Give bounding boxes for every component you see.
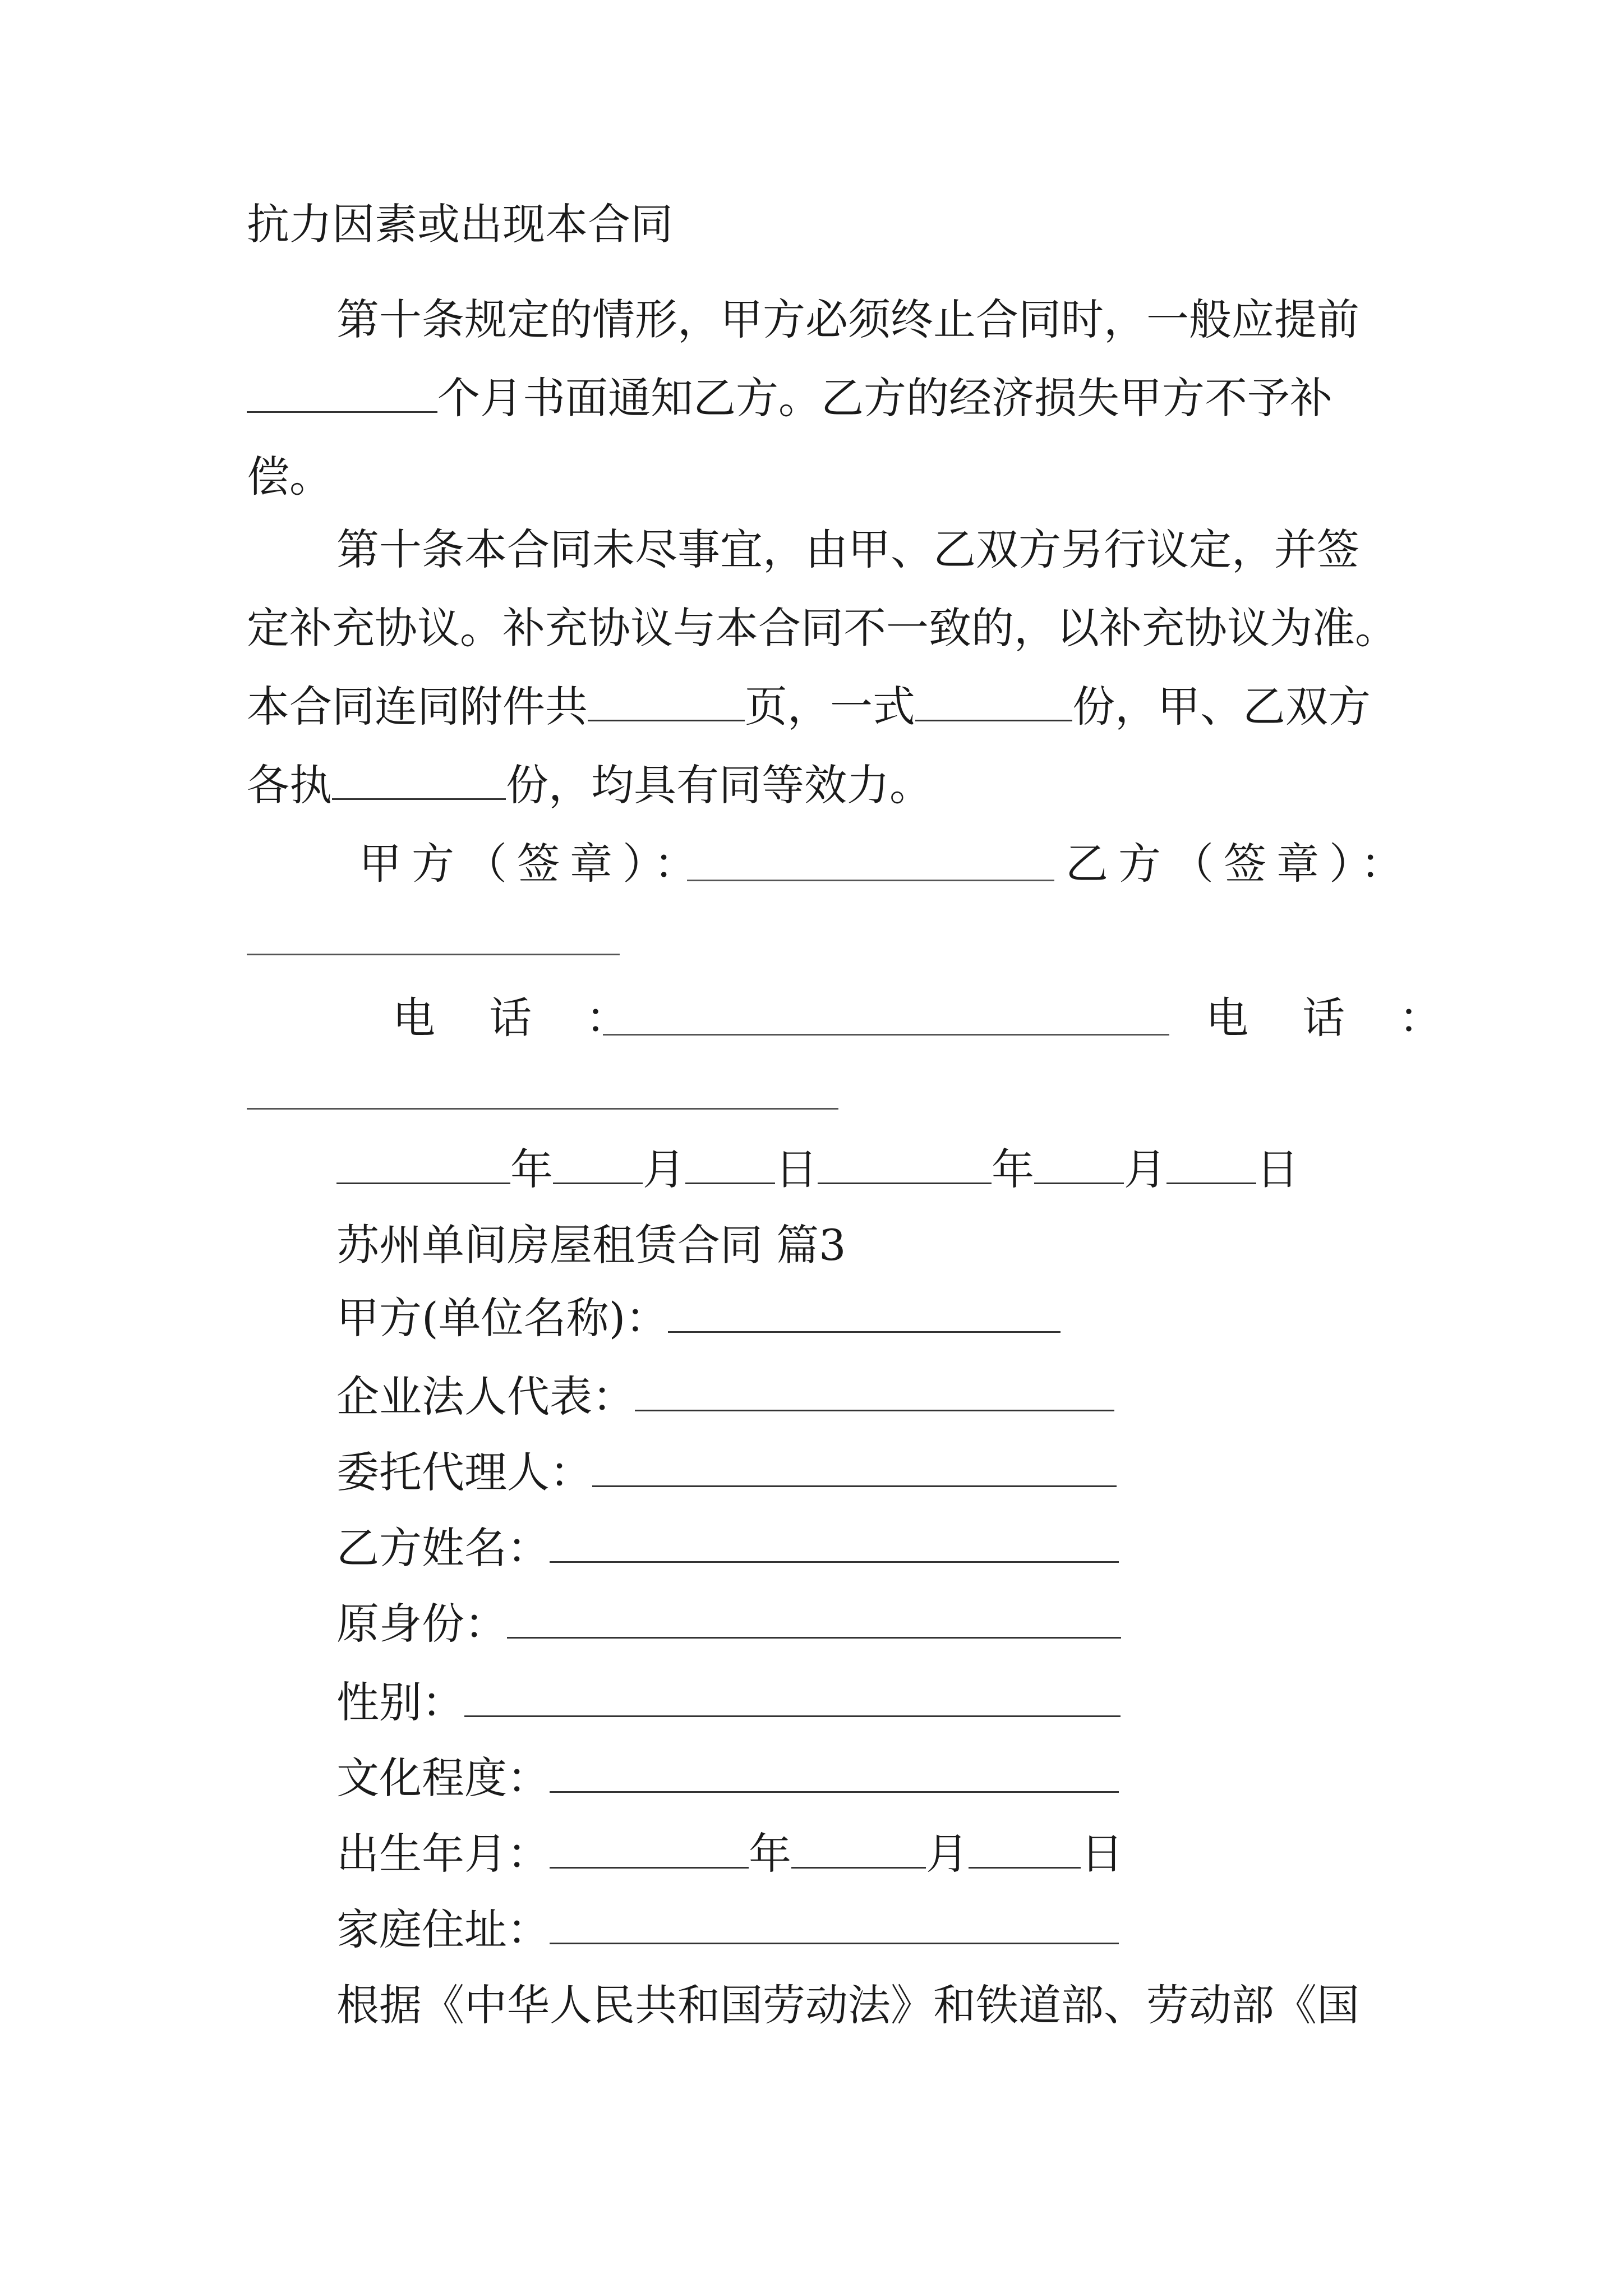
party-a-phone-label: 电 话 ： xyxy=(393,993,649,1043)
birth-day-unit: 日 xyxy=(1081,1829,1123,1879)
form-row xyxy=(336,1674,1121,1731)
text-line xyxy=(336,292,1359,348)
party-a-signature-label: 甲方（签章）： xyxy=(359,839,707,889)
form-row xyxy=(336,1750,1119,1806)
notice-months-blank[interactable] xyxy=(247,375,437,413)
date-month-label: 月 xyxy=(643,1144,685,1194)
home-address-blank[interactable] xyxy=(550,1907,1119,1944)
text-line xyxy=(247,449,332,505)
text-line xyxy=(247,679,1371,735)
birth-year-blank[interactable] xyxy=(550,1831,749,1869)
party-b-phone-blank[interactable] xyxy=(247,1108,838,1110)
supplement-line-4b: 份，均具有同等效力。 xyxy=(506,760,932,810)
date-year-label: 年 xyxy=(992,1144,1034,1194)
text-line xyxy=(247,370,1332,426)
birth-date-label: 出生年月： xyxy=(336,1829,550,1879)
form-row xyxy=(336,1902,1119,1958)
paragraph-continued: 抗力因素或出现本合同 xyxy=(247,199,673,249)
text-line xyxy=(393,990,648,1046)
date-month-label: 月 xyxy=(1124,1144,1166,1194)
party-b-signature-label: 乙方（签章）： xyxy=(1066,839,1413,889)
gender-blank[interactable] xyxy=(464,1680,1121,1717)
section-heading: 苏州单间房屋租赁合同 篇3 xyxy=(336,1220,846,1270)
party-a-signature-blank[interactable] xyxy=(687,880,1054,881)
form-row xyxy=(336,1596,1121,1652)
copies-total-blank[interactable] xyxy=(915,684,1072,721)
termination-line-3: 偿。 xyxy=(247,452,332,501)
text-line xyxy=(1066,836,1413,892)
supplement-line-1: 第十条本合同未尽事宜，由甲、乙双方另行议定，并签 xyxy=(336,524,1359,574)
party-a-phone-blank[interactable] xyxy=(603,1034,1169,1036)
supplement-line-2: 定补充协议。补充协议与本合同不一致的，以补充协议为准。 xyxy=(247,603,1398,653)
date-line xyxy=(336,1142,1299,1198)
supplement-line-4a: 各执 xyxy=(247,760,332,810)
text-line xyxy=(1206,990,1461,1046)
birth-year-unit: 年 xyxy=(749,1829,791,1879)
birth-month-unit: 月 xyxy=(926,1829,969,1879)
date-a-day-blank[interactable] xyxy=(685,1147,775,1184)
date-a-month-blank[interactable] xyxy=(553,1147,643,1184)
party-b-name-label: 乙方姓名： xyxy=(336,1523,550,1573)
agent-label: 委托代理人： xyxy=(336,1447,592,1497)
date-year-label: 年 xyxy=(510,1144,553,1194)
education-blank[interactable] xyxy=(550,1755,1119,1793)
text-line xyxy=(336,1977,1359,2033)
page-count-blank[interactable] xyxy=(588,684,745,721)
text-line xyxy=(247,196,673,252)
form-row xyxy=(336,1520,1119,1576)
copies-each-blank[interactable] xyxy=(332,762,506,800)
form-row xyxy=(336,1826,1123,1882)
original-identity-blank[interactable] xyxy=(507,1601,1121,1639)
date-a-year-blank[interactable] xyxy=(336,1147,510,1184)
legal-rep-blank[interactable] xyxy=(635,1374,1114,1411)
party-b-signature-blank[interactable] xyxy=(247,954,620,955)
birth-day-blank[interactable] xyxy=(969,1831,1081,1869)
party-b-phone-label: 电 话 ： xyxy=(1206,993,1462,1043)
education-label: 文化程度： xyxy=(336,1753,550,1803)
termination-line-1: 第十条规定的情形，甲方必须终止合同时，一般应提前 xyxy=(336,295,1359,344)
home-address-label: 家庭住址： xyxy=(336,1904,550,1954)
text-line xyxy=(247,600,1398,656)
form-row xyxy=(336,1369,1114,1425)
birth-month-blank[interactable] xyxy=(791,1831,926,1869)
termination-line-2: 个月书面通知乙方。乙方的经济损失甲方不予补 xyxy=(437,373,1332,423)
employer-blank[interactable] xyxy=(668,1295,1061,1333)
date-b-day-blank[interactable] xyxy=(1166,1147,1256,1184)
gender-label: 性别： xyxy=(336,1677,464,1727)
text-line xyxy=(247,757,932,813)
agent-blank[interactable] xyxy=(592,1450,1117,1487)
supplement-line-3c: 份，甲、乙双方 xyxy=(1072,682,1371,731)
form-row xyxy=(336,1290,1061,1346)
text-line xyxy=(359,836,707,892)
date-day-label: 日 xyxy=(775,1144,818,1194)
date-day-label: 日 xyxy=(1256,1144,1299,1194)
closing-line: 根据《中华人民共和国劳动法》和铁道部、劳动部《国 xyxy=(336,1980,1359,2030)
form-row xyxy=(336,1444,1117,1501)
employer-label: 甲方(单位名称)： xyxy=(336,1293,668,1343)
date-b-month-blank[interactable] xyxy=(1034,1147,1124,1184)
text-line xyxy=(336,522,1359,578)
date-b-year-blank[interactable] xyxy=(818,1147,992,1184)
supplement-line-3b: 页，一式 xyxy=(745,682,915,731)
party-b-name-blank[interactable] xyxy=(550,1525,1119,1563)
text-line xyxy=(336,1217,846,1273)
supplement-line-3a: 本合同连同附件共 xyxy=(247,682,588,731)
legal-rep-label: 企业法人代表： xyxy=(336,1372,635,1421)
original-identity-label: 原身份： xyxy=(336,1599,507,1649)
